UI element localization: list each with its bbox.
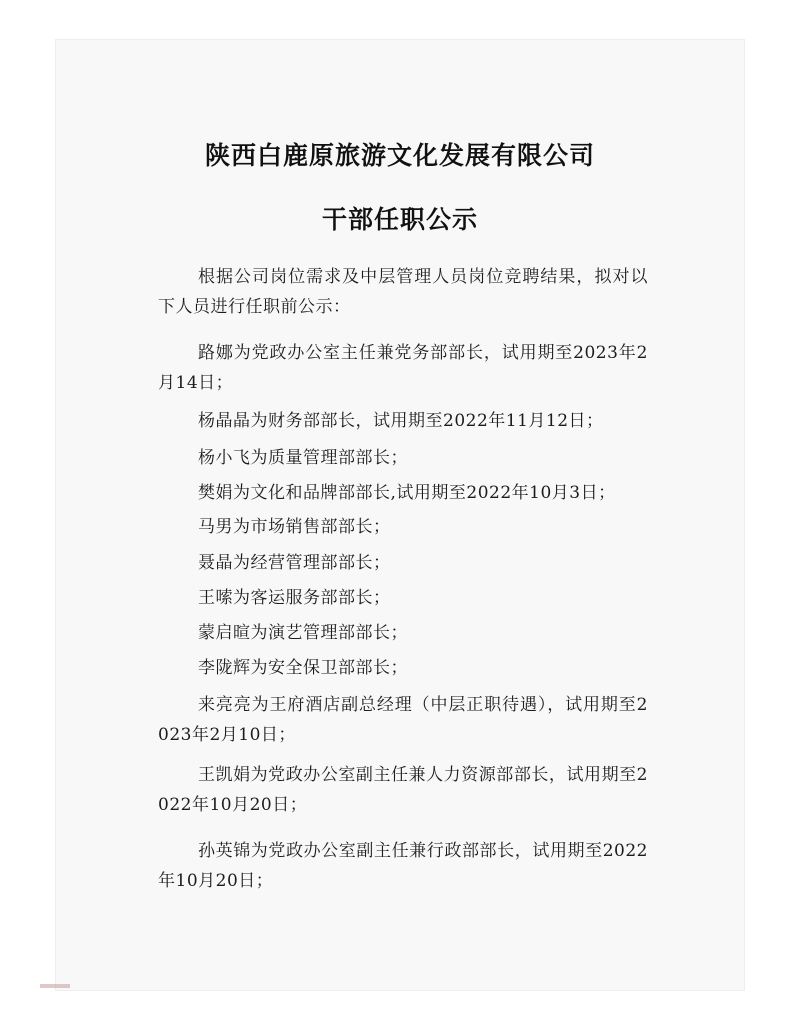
appointment-item: 王凯娟为党政办公室副主任兼人力资源部部长，试用期至2022年10月20日； [158,765,648,815]
appointment-item: 杨晶晶为财务部部长，试用期至2022年11月12日； [198,411,604,431]
appointment-item: 李陇辉为安全保卫部部长； [198,658,408,678]
scan-edge-mark [40,984,70,988]
appointment-item: 路娜为党政办公室主任兼党务部部长，试用期至2023年2月14日； [158,343,648,393]
appointment-item: 聂晶为经营管理部部长； [198,553,391,573]
appointment-item: 蒙启暄为演艺管理部部长； [198,623,408,643]
appointment-item: 来亮亮为王府酒店副总经理（中层正职待遇），试用期至2023年2月10日； [158,695,648,745]
appointment-item: 马男为市场销售部部长； [198,517,391,537]
appointment-item: 孙英锦为党政办公室副主任兼行政部部长，试用期至2022年10月20日； [158,841,648,891]
appointment-item: 樊娟为文化和品牌部部长,试用期至2022年10月3日； [198,483,616,503]
company-title: 陕西白鹿原旅游文化发展有限公司 [204,141,595,170]
notice-title: 干部任职公示 [321,205,478,234]
appointment-item: 王嗦为客运服务部部长； [198,588,391,608]
intro-paragraph: 根据公司岗位需求及中层管理人员岗位竞聘结果，拟对以下人员进行任职前公示： [158,267,648,317]
appointment-item: 杨小飞为质量管理部部长； [198,448,408,468]
